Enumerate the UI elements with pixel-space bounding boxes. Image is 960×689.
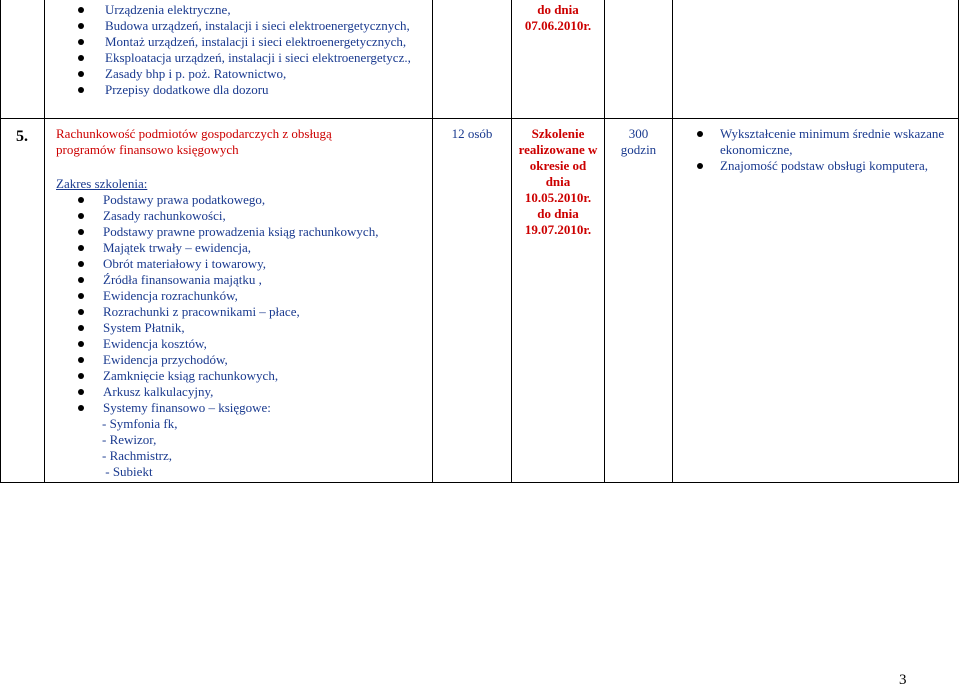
list-item-label: Arkusz kalkulacyjny, bbox=[103, 384, 214, 399]
bullet-icon bbox=[78, 261, 84, 267]
list-item-label: Obrót materiałowy i towarowy, bbox=[103, 256, 267, 271]
requirement-item bbox=[697, 158, 955, 174]
list-item bbox=[78, 18, 428, 34]
software-item: - Rachmistrz, bbox=[102, 448, 173, 463]
course-title bbox=[56, 126, 428, 158]
bullet-icon bbox=[78, 87, 84, 93]
course-title-line: Rachunkowość podmiotów gospodarczych z obsługą bbox=[56, 126, 332, 141]
bullet-icon bbox=[697, 163, 703, 169]
course-cell bbox=[56, 126, 428, 480]
bullet-icon bbox=[78, 405, 84, 411]
timing-line: dnia bbox=[545, 174, 571, 189]
list-item-label: Zamknięcie ksiąg rachunkowych, bbox=[103, 368, 279, 383]
scope-label: Zakres szkolenia: bbox=[56, 176, 148, 191]
list-item-label: Rozrachunki z pracownikami – płace, bbox=[103, 304, 300, 319]
bullet-icon bbox=[78, 309, 84, 315]
bullet-icon bbox=[78, 293, 84, 299]
list-item bbox=[78, 352, 428, 368]
row-number: 5. bbox=[16, 128, 28, 145]
requirement-continuation: ekonomiczne, bbox=[720, 142, 793, 157]
list-item bbox=[78, 256, 428, 272]
bullet-icon bbox=[78, 197, 84, 203]
bullet-icon bbox=[78, 229, 84, 235]
list-item-label: Ewidencja przychodów, bbox=[103, 352, 228, 367]
list-item bbox=[78, 384, 428, 400]
list-item-label: Systemy finansowo – księgowe: bbox=[103, 400, 271, 415]
list-item bbox=[78, 400, 428, 416]
list-item bbox=[78, 272, 428, 288]
list-item bbox=[78, 208, 428, 224]
table-col-divider-3 bbox=[511, 0, 512, 483]
table-border-right bbox=[958, 0, 959, 483]
table-col-divider-4 bbox=[604, 0, 605, 483]
list-item-label: Przepisy dodatkowe dla dozoru bbox=[105, 82, 269, 97]
bullet-icon bbox=[78, 23, 84, 29]
list-item bbox=[78, 320, 428, 336]
list-item bbox=[78, 50, 428, 66]
list-item-label: Zasady bhp i p. poż. Ratownictwo, bbox=[105, 66, 287, 81]
page-number: 3 bbox=[899, 672, 907, 688]
list-item bbox=[78, 34, 428, 50]
list-item-label: Podstawy prawa podatkowego, bbox=[103, 192, 266, 207]
list-item-label: Majątek trwały – ewidencja, bbox=[103, 240, 251, 255]
list-item-label: Montaż urządzeń, instalacji i sieci elektroenergetycznych, bbox=[105, 34, 407, 49]
bullet-icon bbox=[78, 341, 84, 347]
table-col-divider-2 bbox=[432, 0, 433, 483]
timing-line: 19.07.2010r. bbox=[524, 222, 592, 237]
list-item bbox=[78, 304, 428, 320]
requirement-item bbox=[697, 126, 955, 142]
list-item-label: Zasady rachunkowości, bbox=[103, 208, 226, 223]
bullet-icon bbox=[78, 373, 84, 379]
timing-line: Szkolenie bbox=[531, 126, 585, 141]
requirement-label: Znajomość podstaw obsługi komputera, bbox=[720, 158, 928, 173]
list-item bbox=[78, 240, 428, 256]
software-item: - Symfonia fk, bbox=[102, 416, 178, 431]
list-item bbox=[78, 336, 428, 352]
list-item-label: Ewidencja kosztów, bbox=[103, 336, 207, 351]
list-item bbox=[78, 192, 428, 208]
timing-line: okresie od bbox=[529, 158, 587, 173]
requirements-cell bbox=[697, 126, 955, 174]
hours-unit: godzin bbox=[620, 142, 657, 157]
list-item-label: Budowa urządzeń, instalacji i sieci elektroenergetycznych, bbox=[105, 18, 410, 33]
list-item-label: Eksploatacja urządzeń, instalacji i sieci elektroenergetycz., bbox=[105, 50, 411, 65]
bullet-icon bbox=[78, 245, 84, 251]
bullet-icon bbox=[78, 357, 84, 363]
bullet-icon bbox=[78, 7, 84, 13]
deadline-date: 07.06.2010r. bbox=[524, 18, 592, 33]
table-border-row5-bottom bbox=[0, 482, 959, 483]
list-item-label: System Płatnik, bbox=[103, 320, 185, 335]
bullet-icon bbox=[78, 277, 84, 283]
top-row-topics bbox=[78, 2, 428, 98]
participants-count: 12 osób bbox=[451, 126, 493, 141]
table-col-divider-5 bbox=[672, 0, 673, 483]
list-item-label: Urządzenia elektryczne, bbox=[105, 2, 231, 17]
course-hours bbox=[605, 126, 672, 158]
course-timing bbox=[512, 126, 604, 238]
bullet-icon bbox=[78, 55, 84, 61]
list-item bbox=[78, 368, 428, 384]
hours-value: 300 bbox=[628, 126, 649, 141]
bullet-icon bbox=[78, 71, 84, 77]
top-row-deadline bbox=[512, 2, 604, 34]
list-item-label: Źródła finansowania majątku , bbox=[103, 272, 262, 287]
course-title-line: programów finansowo księgowych bbox=[56, 142, 239, 157]
timing-line: 10.05.2010r. bbox=[524, 190, 592, 205]
table-border-top-row-bottom bbox=[0, 118, 959, 119]
list-item bbox=[78, 2, 428, 18]
table-border-left bbox=[0, 0, 1, 483]
list-item-label: Ewidencja rozrachunków, bbox=[103, 288, 238, 303]
deadline-label: do dnia bbox=[537, 2, 579, 17]
timing-line: realizowane w bbox=[518, 142, 598, 157]
bullet-icon bbox=[78, 213, 84, 219]
scope-list bbox=[78, 192, 428, 416]
requirement-label: Wykształcenie minimum średnie wskazane bbox=[720, 126, 945, 141]
bullet-icon bbox=[78, 325, 84, 331]
list-item-label: Podstawy prawne prowadzenia ksiąg rachunkowych, bbox=[103, 224, 379, 239]
bullet-icon bbox=[697, 131, 703, 137]
software-list bbox=[102, 416, 428, 480]
table-col-divider-1 bbox=[44, 0, 45, 483]
bullet-icon bbox=[78, 389, 84, 395]
list-item bbox=[78, 82, 428, 98]
top-row-topic-list bbox=[78, 2, 428, 98]
list-item bbox=[78, 288, 428, 304]
software-item: - Subiekt bbox=[102, 464, 153, 479]
timing-line: do dnia bbox=[537, 206, 579, 221]
list-item bbox=[78, 224, 428, 240]
software-item: - Rewizor, bbox=[102, 432, 157, 447]
list-item bbox=[78, 66, 428, 82]
bullet-icon bbox=[78, 39, 84, 45]
